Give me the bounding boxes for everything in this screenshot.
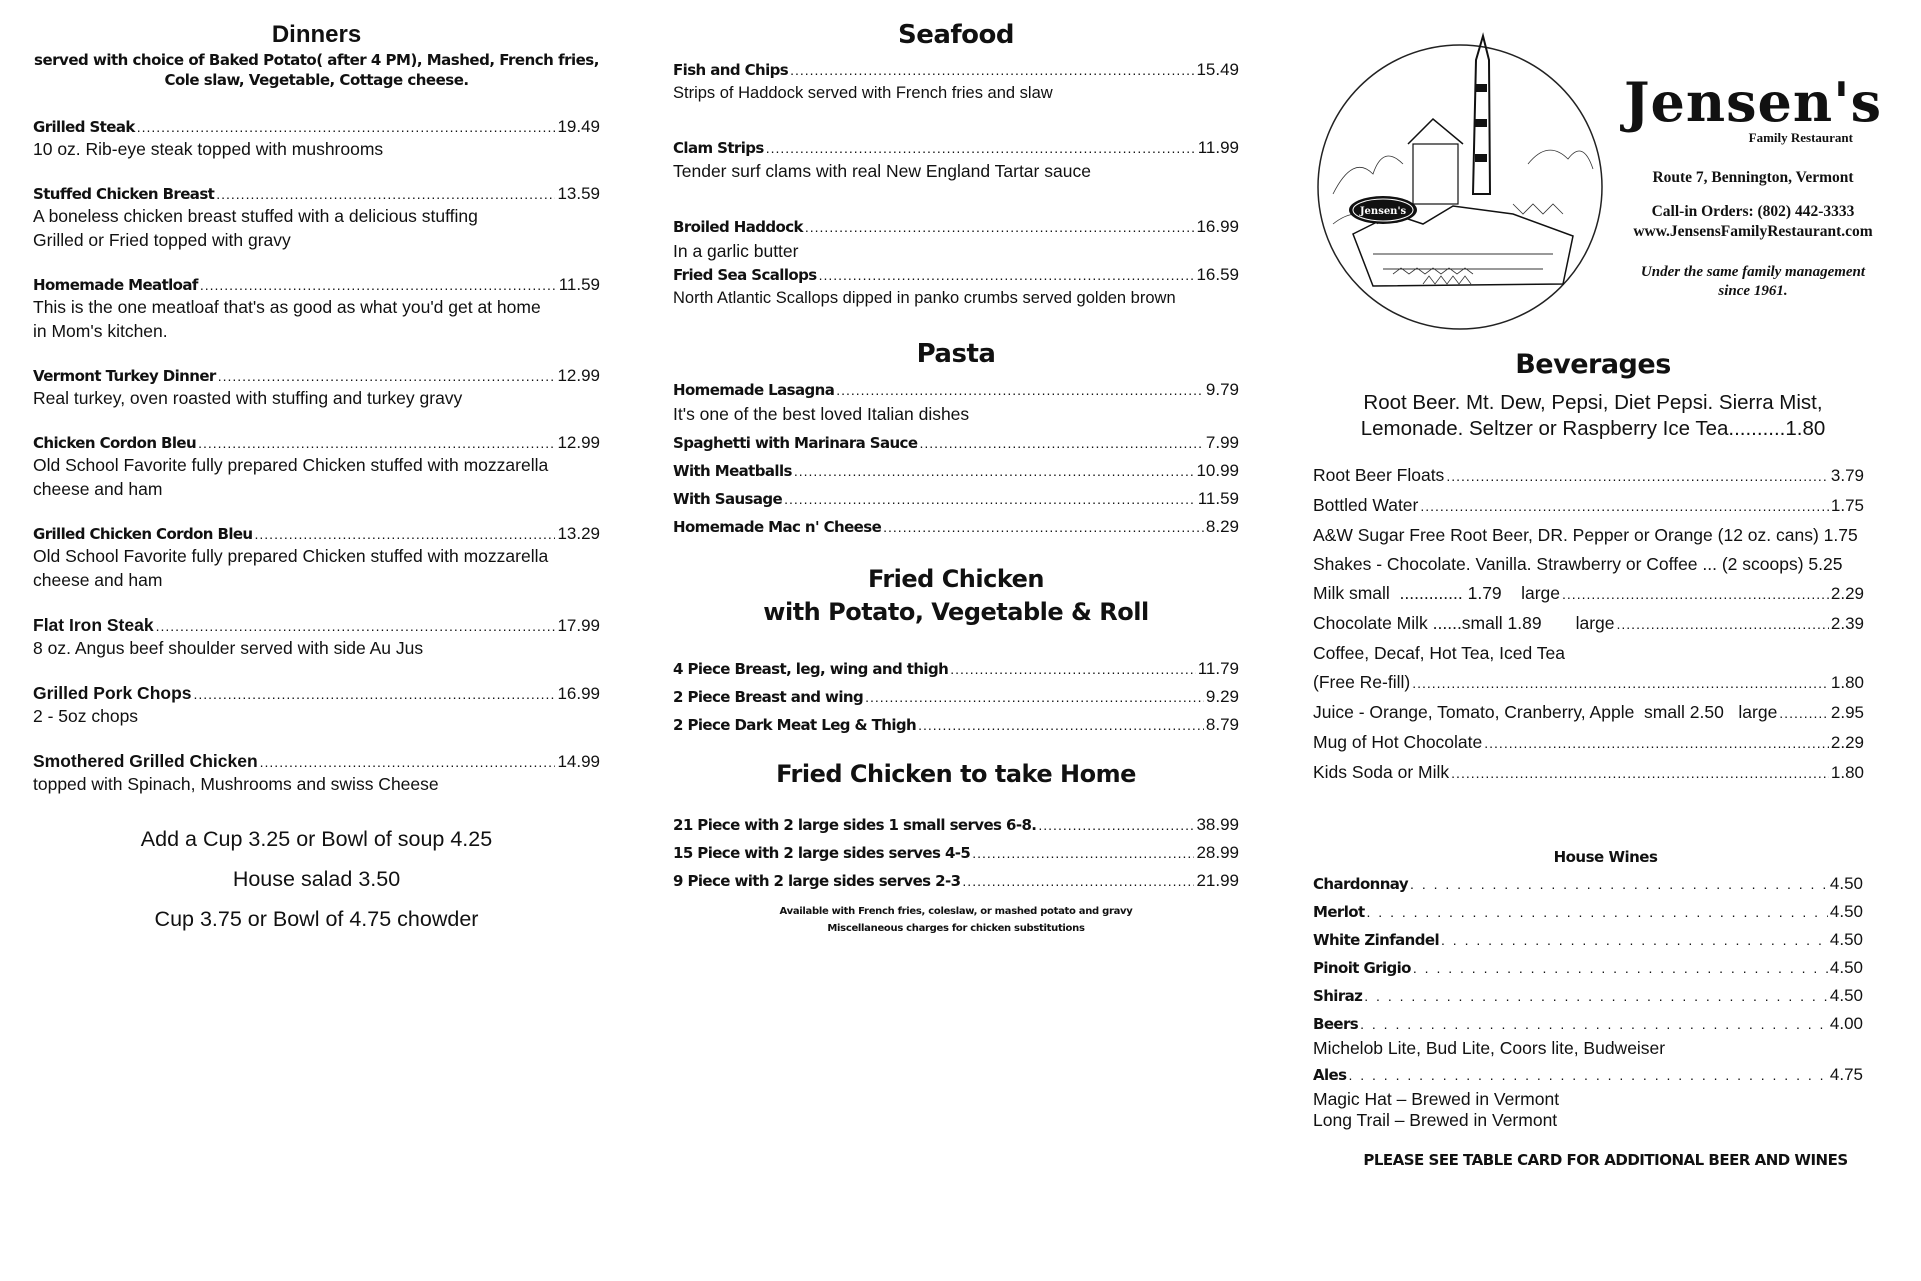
menu-item-line — [673, 457, 1239, 485]
menu-item-price: 3.79 — [1830, 466, 1864, 485]
menu-item-price: 2.95 — [1830, 703, 1864, 722]
leader-dots — [766, 138, 1196, 158]
dinners-subtitle-line-1: served with choice of Baked Potato( after 4 PM), Mashed, French fries, — [34, 51, 599, 69]
take-home-notes — [673, 903, 1239, 937]
menu-item-name: Stuffed Chicken Breast — [33, 185, 215, 203]
menu-item-line — [33, 117, 600, 137]
menu-item — [33, 751, 600, 796]
leader-dots — [198, 433, 555, 453]
motto-line-1: Under the same family management — [1640, 264, 1866, 280]
menu-item-name: White Zinfandel — [1313, 931, 1440, 949]
menu-item — [33, 275, 600, 343]
leader-dots — [1451, 759, 1829, 788]
leader-dots — [950, 655, 1196, 683]
leader-dots — [1038, 812, 1194, 839]
menu-item-price: 7.99 — [1205, 433, 1239, 452]
menu-item-line — [33, 524, 600, 544]
dinners-list — [33, 117, 600, 796]
menu-item-line — [673, 380, 1239, 400]
menu-item-price: 4.50 — [1829, 986, 1863, 1005]
menu-item-price: 12.99 — [557, 366, 600, 385]
menu-item-line — [1313, 954, 1863, 982]
menu-item-price: 4.00 — [1829, 1014, 1863, 1033]
menu-item — [33, 117, 600, 161]
menu-item-price: 12.99 — [557, 433, 600, 452]
menu-item-name: Spaghetti with Marinara Sauce — [673, 434, 918, 452]
menu-item-line — [1313, 461, 1864, 491]
menu-item-price: 11.59 — [558, 275, 600, 294]
leader-dots — [1364, 983, 1828, 1010]
restaurant-name: Jensen's — [1623, 70, 1883, 134]
menu-item-desc: Tender surf clams with real New England Tartar sauce — [673, 161, 1091, 181]
menu-item-price: 8.29 — [1205, 517, 1239, 536]
chowder-extra: Cup 3.75 or Bowl of 4.75 chowder — [154, 907, 479, 931]
menu-item-line — [673, 265, 1239, 285]
menu-item-desc: Old School Favorite fully prepared Chicken stuffed with mozzarella — [33, 546, 549, 566]
menu-item-line — [673, 683, 1239, 711]
menu-item-desc: Old School Favorite fully prepared Chicken stuffed with mozzarella — [33, 455, 549, 475]
menu-item-price: 28.99 — [1196, 843, 1239, 862]
restaurant-motto — [1613, 263, 1893, 301]
salad-extra: House salad 3.50 — [232, 867, 401, 891]
menu-item-desc: Grilled or Fried topped with gravy — [33, 230, 291, 250]
menu-item-line — [1313, 668, 1864, 698]
leader-dots — [883, 514, 1204, 541]
leader-dots — [216, 184, 555, 204]
beverages-intro-line-2: Lemonade. Seltzer or Raspberry Ice Tea..........1.80 — [1360, 417, 1826, 440]
take-home-list — [673, 811, 1239, 895]
leader-dots — [1562, 580, 1829, 609]
menu-item-text: Shakes - Chocolate. Vanilla. Strawberry or Coffee ... (2 scoops) 5.25 — [1313, 554, 1843, 574]
menu-item-line — [1313, 521, 1883, 550]
menu-item-line — [1313, 982, 1863, 1010]
menu-item-name: 15 Piece with 2 large sides serves 4-5 — [673, 844, 971, 862]
menu-item-desc: 2 - 5oz chops — [33, 706, 139, 726]
menu-item-name: With Sausage — [673, 490, 783, 508]
menu-item — [33, 615, 600, 660]
menu-item-price: 21.99 — [1196, 871, 1239, 890]
leader-dots — [1617, 610, 1829, 639]
menu-item-line — [33, 751, 600, 772]
menu-item-price: 19.49 — [557, 117, 600, 136]
menu-item-desc: It's one of the best loved Italian dishes — [673, 404, 970, 424]
menu-item-price: 4.50 — [1829, 958, 1863, 977]
menu-item-price: 14.99 — [557, 752, 600, 771]
menu-item-text: A&W Sugar Free Root Beer, DR. Pepper or Orange (12 oz. cans) 1.75 — [1313, 525, 1858, 545]
menu-item-line — [1313, 728, 1864, 758]
menu-item-line — [673, 513, 1239, 541]
leader-dots — [1779, 699, 1829, 728]
menu-item-line — [1313, 870, 1863, 898]
menu-item-desc: Magic Hat – Brewed in Vermont — [1313, 1089, 1560, 1109]
menu-item-desc: Long Trail – Brewed in Vermont — [1313, 1110, 1558, 1130]
leader-dots — [137, 117, 556, 137]
menu-item-price: 1.80 — [1830, 763, 1864, 782]
menu-item-name: Chardonnay — [1313, 875, 1409, 893]
menu-item-name: Shiraz — [1313, 987, 1363, 1005]
restaurant-header — [1613, 72, 1893, 301]
leader-dots — [218, 366, 556, 386]
menu-item-line — [33, 275, 600, 295]
menu-item-desc: cheese and ham — [33, 570, 163, 590]
menu-item-price: 11.99 — [1197, 138, 1239, 157]
leader-dots — [819, 265, 1195, 285]
menu-item-name: Mug of Hot Chocolate — [1313, 732, 1483, 752]
leader-dots — [194, 684, 556, 704]
menu-item-line — [673, 711, 1239, 739]
leader-dots — [1413, 955, 1828, 982]
leader-dots — [918, 711, 1204, 739]
menu-item-line — [673, 429, 1239, 457]
menu-item-line — [33, 683, 600, 704]
menu-item-price: 11.59 — [1197, 489, 1239, 508]
menu-item-name: Grilled Steak — [33, 118, 135, 136]
menu-item-line — [1313, 758, 1864, 788]
menu-item-line — [1313, 898, 1863, 926]
take-home-note: Available with French fries, coleslaw, or mashed potato and gravy — [779, 906, 1133, 917]
seafood-title: Seafood — [897, 20, 1015, 50]
dinners-title: Dinners — [271, 21, 362, 48]
sign-text: Jensen's — [1359, 206, 1407, 217]
menu-item-desc: In a garlic butter — [673, 241, 799, 261]
menu-item-desc: Real turkey, oven roasted with stuffing and turkey gravy — [33, 388, 463, 408]
pasta-list — [673, 380, 1239, 541]
fried-chicken-list — [673, 655, 1239, 739]
leader-dots — [784, 486, 1196, 513]
leader-dots — [1446, 462, 1829, 491]
leader-dots — [156, 616, 556, 636]
menu-item-price: 10.99 — [1196, 461, 1239, 480]
menu-item-name: Fish and Chips — [673, 61, 789, 79]
menu-item-name: Homemade Meatloaf — [33, 276, 198, 294]
menu-item-price: 13.59 — [557, 184, 600, 203]
menu-item-price: 16.99 — [557, 684, 600, 703]
dinners-section — [33, 0, 600, 939]
menu-item-price: 9.79 — [1205, 380, 1239, 399]
menu-item-name: Grilled Pork Chops — [33, 683, 192, 703]
leader-dots — [1420, 492, 1829, 521]
menu-item — [33, 366, 600, 410]
menu-item-line — [673, 485, 1239, 513]
menu-item-price: 4.75 — [1829, 1065, 1863, 1084]
restaurant-illustration — [1313, 24, 1603, 344]
house-wines-list — [1313, 870, 1863, 1131]
menu-item-line — [33, 433, 600, 453]
beverages-section — [1313, 350, 1893, 788]
menu-item-name: Juice - Orange, Tomato, Cranberry, Apple small 2.50 large — [1313, 702, 1778, 722]
middle-column — [673, 0, 1239, 937]
menu-item-line — [673, 60, 1239, 80]
dinners-subtitle-line-2: Cole slaw, Vegetable, Cottage cheese. — [164, 71, 469, 89]
menu-item-price: 38.99 — [1196, 815, 1239, 834]
house-wines-title: House Wines — [1553, 848, 1658, 866]
menu-item-name: Broiled Haddock — [673, 218, 803, 236]
menu-item — [33, 683, 600, 728]
menu-item-desc: 8 oz. Angus beef shoulder served with side Au Jus — [33, 638, 424, 658]
leader-dots — [836, 380, 1204, 400]
menu-item-line — [33, 615, 600, 636]
menu-item-price: 2.29 — [1830, 584, 1864, 603]
leader-dots — [790, 60, 1194, 80]
leader-dots — [260, 752, 556, 772]
menu-item-name: 9 Piece with 2 large sides serves 2-3 — [673, 872, 961, 890]
menu-item-line — [1313, 1061, 1863, 1089]
motto-line-2: since 1961. — [1718, 283, 1788, 299]
beverages-title: Beverages — [1515, 349, 1671, 380]
beverages-intro — [1293, 390, 1893, 442]
leader-dots — [1360, 1011, 1828, 1038]
menu-item-name: Pinoit Grigio — [1313, 959, 1411, 977]
menu-item-name: Milk small ............. 1.79 large — [1313, 583, 1561, 603]
leader-dots — [255, 524, 556, 544]
menu-item-price: 16.99 — [1196, 217, 1239, 236]
menu-item-price: 4.50 — [1829, 930, 1863, 949]
beverages-list — [1313, 461, 1883, 788]
menu-item-line — [1313, 926, 1863, 954]
leader-dots — [1367, 899, 1828, 926]
fried-chicken-title-line-2: with Potato, Vegetable & Roll — [763, 598, 1149, 626]
menu-item-price: 17.99 — [557, 616, 600, 635]
menu-item-name: (Free Re-fill) — [1313, 672, 1411, 692]
menu-item-name: 4 Piece Breast, leg, wing and thigh — [673, 660, 949, 678]
leader-dots — [1441, 927, 1828, 954]
menu-item-name: 21 Piece with 2 large sides 1 small serves 6-8. — [673, 816, 1037, 834]
menu-item-name: Kids Soda or Milk — [1313, 762, 1450, 782]
wines-footer-note: PLEASE SEE TABLE CARD FOR ADDITIONAL BEER AND WINES — [1363, 1151, 1848, 1169]
fried-chicken-title-line-1: Fried Chicken — [867, 565, 1045, 593]
restaurant-website: www.JensensFamilyRestaurant.com — [1633, 223, 1873, 240]
leader-dots — [794, 458, 1195, 485]
menu-item-price: 2.39 — [1830, 614, 1864, 633]
leader-dots — [919, 430, 1203, 457]
menu-item-name: Chicken Cordon Bleu — [33, 434, 197, 452]
menu-item-line — [673, 811, 1239, 839]
menu-item-line — [673, 839, 1239, 867]
menu-item-price: 8.79 — [1205, 715, 1239, 734]
menu-item-text: Coffee, Decaf, Hot Tea, Iced Tea — [1313, 643, 1565, 663]
menu-item-line — [1313, 698, 1864, 728]
menu-item-name: Homemade Mac n' Cheese — [673, 518, 882, 536]
menu-item-price: 13.29 — [557, 524, 600, 543]
menu-item-price: 4.50 — [1829, 902, 1863, 921]
menu-item-name: Vermont Turkey Dinner — [33, 367, 216, 385]
leader-dots — [1484, 729, 1829, 758]
leader-dots — [972, 840, 1194, 867]
menu-item-line — [33, 366, 600, 386]
leader-dots — [962, 868, 1194, 895]
menu-item-line — [673, 867, 1239, 895]
menu-item-name: 2 Piece Dark Meat Leg & Thigh — [673, 716, 917, 734]
menu-item-desc: This is the one meatloaf that's as good as what you'd get at home — [33, 297, 541, 317]
menu-item-name: With Meatballs — [673, 462, 792, 480]
menu-item-price: 1.80 — [1830, 673, 1864, 692]
seafood-list — [673, 60, 1239, 311]
menu-item-desc: cheese and ham — [33, 479, 163, 499]
menu-item-desc: topped with Spinach, Mushrooms and swiss Cheese — [33, 774, 439, 794]
menu-item-line — [1313, 609, 1864, 639]
menu-item-line — [673, 655, 1239, 683]
restaurant-tagline: Family Restaurant — [1748, 130, 1853, 145]
menu-item-line — [1313, 1010, 1863, 1038]
menu-item-name: Grilled Chicken Cordon Bleu — [33, 525, 253, 543]
menu-item-name: 2 Piece Breast and wing — [673, 688, 864, 706]
menu-item-price: 15.49 — [1196, 60, 1239, 79]
leader-dots — [865, 683, 1204, 711]
take-home-title: Fried Chicken to take Home — [776, 760, 1136, 788]
menu-item-name: Fried Sea Scallops — [673, 266, 817, 284]
menu-item-line — [1313, 491, 1864, 521]
menu-item-name: Smothered Grilled Chicken — [33, 751, 258, 771]
leader-dots — [1348, 1062, 1827, 1089]
menu-item-name: Clam Strips — [673, 139, 764, 157]
menu-item — [33, 524, 600, 592]
menu-item-desc: A boneless chicken breast stuffed with a delicious stuffing — [33, 206, 478, 226]
menu-item-desc: Michelob Lite, Bud Lite, Coors lite, Budweiser — [1313, 1038, 1666, 1058]
menu-item-desc: Strips of Haddock served with French fries and slaw — [673, 84, 1053, 102]
menu-item-name: Homemade Lasagna — [673, 381, 835, 399]
menu-item — [33, 433, 600, 501]
menu-item-line — [1313, 639, 1883, 668]
menu-item-price: 2.29 — [1830, 733, 1864, 752]
menu-item-price: 16.59 — [1196, 265, 1239, 284]
take-home-note: Miscellaneous charges for chicken substitutions — [827, 923, 1085, 934]
restaurant-address: Route 7, Bennington, Vermont — [1652, 169, 1854, 186]
leader-dots — [1410, 871, 1828, 898]
dinners-extras — [33, 819, 600, 939]
leader-dots — [805, 217, 1195, 237]
house-wines-section — [1313, 848, 1863, 1169]
menu-item-name: Root Beer Floats — [1313, 465, 1445, 485]
beverages-intro-line-1: Root Beer. Mt. Dew, Pepsi, Diet Pepsi. Sierra Mist, — [1363, 391, 1823, 414]
menu-item-line — [673, 138, 1239, 158]
menu-item-desc: in Mom's kitchen. — [33, 321, 168, 341]
menu-item-price: 1.75 — [1830, 496, 1864, 515]
menu-item — [33, 184, 600, 252]
soup-extra: Add a Cup 3.25 or Bowl of soup 4.25 — [140, 827, 493, 851]
menu-item-line — [33, 184, 600, 204]
menu-item-line — [1313, 550, 1883, 579]
menu-item-name: Chocolate Milk ......small 1.89 large — [1313, 613, 1615, 633]
menu-item-price: 4.50 — [1829, 874, 1863, 893]
leader-dots — [200, 275, 557, 295]
menu-item-line — [673, 217, 1239, 237]
menu-item-name: Flat Iron Steak — [33, 615, 154, 635]
menu-item-desc: North Atlantic Scallops dipped in panko crumbs served golden brown — [673, 289, 1176, 307]
menu-item-name: Merlot — [1313, 903, 1365, 921]
leader-dots — [1412, 669, 1829, 698]
menu-item-name: Bottled Water — [1313, 495, 1419, 515]
menu-item-name: Ales — [1313, 1066, 1347, 1084]
fried-chicken-title — [673, 563, 1239, 629]
menu-item-price: 9.29 — [1205, 687, 1239, 706]
menu-item-price: 11.79 — [1197, 659, 1239, 678]
menu-item-line — [1313, 579, 1864, 609]
pasta-title: Pasta — [916, 339, 996, 369]
menu-item-desc: 10 oz. Rib-eye steak topped with mushrooms — [33, 139, 384, 159]
restaurant-phone: Call-in Orders: (802) 442-3333 — [1651, 203, 1855, 220]
menu-item-name: Beers — [1313, 1015, 1359, 1033]
dinners-subtitle — [33, 50, 600, 90]
